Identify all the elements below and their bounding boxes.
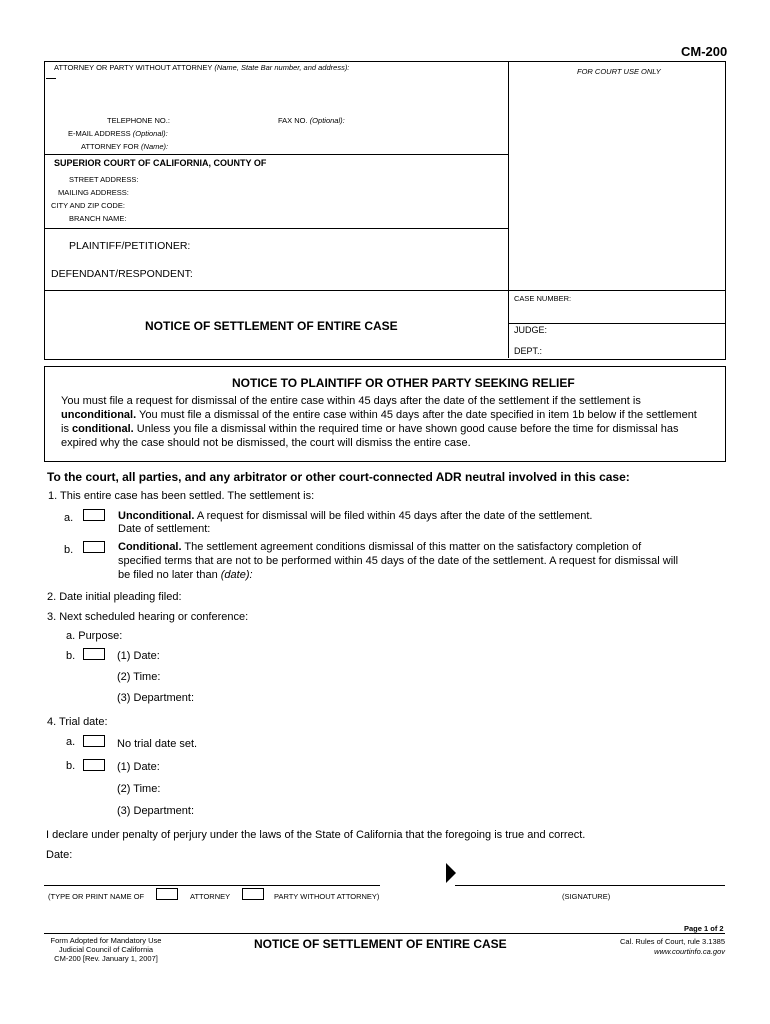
attorney-tick (46, 78, 56, 79)
to-court-heading: To the court, all parties, and any arbitrator or other court-connected ADR neutral involved in this case: (47, 470, 630, 484)
item-2: 2. Date initial pleading filed: (47, 591, 182, 603)
hearing-department-field[interactable] (205, 691, 459, 707)
item-4a-text: No trial date set. (117, 738, 198, 750)
notice-body: You must file a request for dismissal of the entire case within 45 days after the date of the settlement if the settlement is unconditional. You must file a dismissal of the entire case within 45 days after the date specified in item 1b below if the settlement is conditional. Unless you file a dismissal within the required time or have shown good cause before the time for dismissal has expired why the case should not be dismissed, the court will dismiss the entire case. (61, 395, 697, 449)
item-3b-department: (3) Department: (117, 692, 195, 704)
footer-rules: Cal. Rules of Court, rule 3.1385 www.courtinfo.ca.gov (619, 937, 725, 956)
item-4b-department: (3) Department: (117, 805, 195, 817)
divider-attorney-court (44, 154, 509, 155)
defendant-label: DEFENDANT/RESPONDENT: (51, 268, 193, 280)
signature-field[interactable] (460, 868, 724, 884)
attorney-for-field[interactable] (172, 138, 496, 154)
signature-line (455, 885, 725, 886)
item-4: 4. Trial date: (47, 716, 108, 728)
attorney-label: ATTORNEY OR PARTY WITHOUT ATTORNEY (Name, State Bar number, and address): (54, 63, 350, 72)
attorney-checkbox[interactable] (156, 888, 178, 900)
plaintiff-field[interactable] (190, 238, 504, 254)
item-3b-time: (2) Time: (117, 671, 161, 683)
date-label: Date: (46, 849, 73, 861)
caption-vertical-divider (508, 61, 509, 358)
street-label: STREET ADDRESS: (69, 175, 139, 184)
item-3b-letter: b. (66, 650, 76, 662)
purpose-field[interactable] (132, 629, 436, 645)
city-label: CITY AND ZIP CODE: (51, 201, 125, 210)
attorney-for-label: ATTORNEY FOR (Name): (81, 142, 169, 151)
email-label: E-MAIL ADDRESS (Optional): (68, 129, 168, 138)
court-use-label: FOR COURT USE ONLY (577, 67, 661, 76)
notice-title: NOTICE TO PLAINTIFF OR OTHER PARTY SEEKING RELIEF (232, 376, 575, 390)
divider-court-parties (44, 228, 509, 229)
item-1a-checkbox[interactable] (83, 509, 105, 521)
dept-label: DEPT.: (514, 346, 543, 356)
printed-name-field[interactable] (46, 868, 380, 884)
item-1a-date-label: Date of settlement: (118, 523, 211, 535)
branch-field[interactable] (130, 211, 494, 227)
trial-date-field[interactable] (170, 760, 424, 776)
telephone-label: TELEPHONE NO.: (107, 116, 170, 125)
judge-field[interactable] (550, 323, 724, 339)
attorney-option-label: ATTORNEY (190, 892, 231, 901)
item-1b-text: Conditional. The settlement agreement conditions dismissal of this matter on the satisfactory completion of specified terms that are not to be performed within 45 days of the date of the settlement. A request for dismissal will be filed no later than (date): (118, 541, 679, 581)
signature-arrow-icon (446, 863, 456, 883)
mailing-label: MAILING ADDRESS: (58, 188, 129, 197)
name-line (44, 885, 380, 886)
signature-label: (SIGNATURE) (562, 892, 611, 901)
type-name-label: (TYPE OR PRINT NAME OF (48, 892, 145, 901)
item-1b-letter: b. (64, 544, 74, 556)
page-number: Page 1 of 2 (684, 924, 724, 933)
item-1b-checkbox[interactable] (83, 541, 105, 553)
item-4b-time: (2) Time: (117, 783, 161, 795)
defendant-field[interactable] (190, 266, 504, 282)
caption-title: NOTICE OF SETTLEMENT OF ENTIRE CASE (145, 319, 398, 333)
hearing-time-field[interactable] (170, 670, 424, 686)
case-number-field[interactable] (514, 305, 718, 321)
item-3: 3. Next scheduled hearing or conference: (47, 611, 249, 623)
item-4b-date: (1) Date: (117, 761, 160, 773)
item-4b-letter: b. (66, 760, 76, 772)
item-1: 1. This entire case has been settled. The settlement is: (48, 490, 315, 502)
trial-time-field[interactable] (170, 782, 424, 798)
footer-title: NOTICE OF SETTLEMENT OF ENTIRE CASE (254, 937, 507, 951)
plaintiff-label: PLAINTIFF/PETITIONER: (69, 240, 191, 252)
declaration: I declare under penalty of perjury under the laws of the State of California that the foregoing is true and correct. (46, 829, 586, 841)
footer-adopted: Form Adopted for Mandatory Use Judicial Council of California CM-200 [Rev. January 1, 2007] (50, 936, 162, 963)
judge-label: JUDGE: (514, 325, 548, 335)
court-title: SUPERIOR COURT OF CALIFORNIA, COUNTY OF (54, 158, 267, 168)
party-option-label: PARTY WITHOUT ATTORNEY) (274, 892, 380, 901)
item-4b-checkbox[interactable] (83, 759, 105, 771)
item-3a: a. Purpose: (66, 630, 123, 642)
attorney-name-field[interactable] (58, 80, 502, 96)
hearing-date-field[interactable] (170, 649, 424, 665)
item-3b-checkbox[interactable] (83, 648, 105, 660)
item-4a-letter: a. (66, 736, 76, 748)
declaration-date-field[interactable] (80, 848, 284, 864)
item-1a-text: Unconditional. A request for dismissal will be filed within 45 days after the date of the settlement. (118, 510, 593, 522)
item-4a-checkbox[interactable] (83, 735, 105, 747)
item-3b-date: (1) Date: (117, 650, 160, 662)
branch-label: BRANCH NAME: (69, 214, 127, 223)
settlement-date-field[interactable] (218, 522, 422, 538)
county-field[interactable] (295, 157, 499, 173)
dismissal-date-field[interactable] (260, 568, 464, 584)
divider-parties-title (44, 290, 725, 291)
trial-department-field[interactable] (205, 804, 459, 820)
form-id: CM-200 (681, 44, 728, 59)
party-checkbox[interactable] (242, 888, 264, 900)
pleading-date-field[interactable] (200, 590, 454, 606)
item-1a-letter: a. (64, 512, 74, 524)
footer-line (44, 933, 725, 934)
case-number-label: CASE NUMBER: (514, 294, 572, 303)
dept-field[interactable] (550, 344, 724, 360)
fax-label: FAX NO. (Optional): (278, 116, 345, 125)
